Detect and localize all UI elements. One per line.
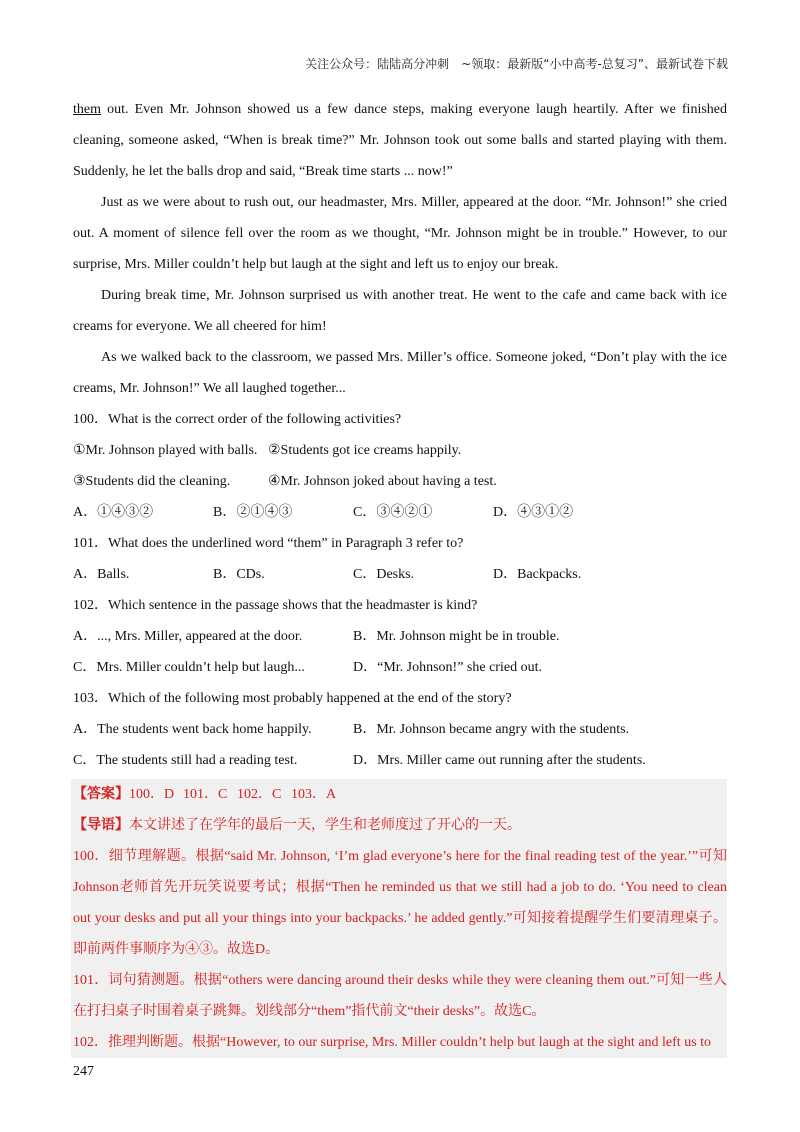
guide-text: 本文讲述了在学年的最后一天，学生和老师度过了开心的一天。 (129, 818, 521, 833)
option-c: C．Mrs. Miller couldn’t help but laugh... (73, 660, 305, 675)
document-body (73, 94, 727, 1058)
option-d: D．④③①② (493, 505, 574, 520)
answer-value: 101．C (183, 787, 228, 802)
answer-value: 100．D (129, 787, 175, 802)
guide-label: 【导语】 (73, 818, 129, 833)
activity-row (73, 435, 727, 466)
page-header: 关注公众号：陆陆高分冲刺 ~领取：最新版“小中高考-总复习”、最新试卷下载 (305, 57, 728, 71)
answer-section (71, 779, 727, 1058)
question-100 (73, 404, 727, 528)
explanation-102: 102．推理判断题。根据“However, to our surprise, Mrs. Miller couldn’t help but laugh at the sight and left us to (73, 1035, 712, 1050)
activity-item: ②Students got ice creams happily. (268, 443, 462, 458)
paragraph-4: As we walked back to the classroom, we passed Mrs. Miller’s office. Someone joked, “Don’t play with the ice creams, Mr. Johnson!” We all laughed together... (73, 350, 727, 396)
options-row (73, 652, 727, 683)
option-a: A．..., Mrs. Miller, appeared at the door. (73, 629, 303, 644)
options-row (73, 745, 727, 776)
question-103 (73, 683, 727, 776)
underlined-word-them: them (73, 102, 101, 117)
option-d: D．Mrs. Miller came out running after the students. (353, 753, 646, 768)
option-d: D．“Mr. Johnson!” she cried out. (353, 660, 542, 675)
answer-value: 102．C (237, 787, 282, 802)
answer-value: 103．A (291, 787, 337, 802)
options-row (73, 714, 727, 745)
option-a: A．Balls. (73, 567, 130, 582)
question-101 (73, 528, 727, 590)
explanation-100: 100．细节理解题。根据“said Mr. Johnson, ‘I’m glad everyone’s here for the final reading test of the year.’”可知Johnson老师首先开玩笑说要考试；根据“Then he reminded us that we still had a job to do. ‘You need to clean out your desks and put all your things into your backpacks.’ he added gently.”可知接着提醒学生们要清理桌子。即前两件事顺序为④③。故选D。 (73, 849, 727, 957)
paragraph-3: During break time, Mr. Johnson surprised us with another treat. He went to the cafe and came back with ice creams for everyone. We all cheered for him! (73, 288, 727, 334)
guide-line (73, 810, 727, 841)
option-b: B．Mr. Johnson became angry with the students. (353, 722, 630, 737)
explanation-101: 101．词句猜测题。根据“others were dancing around their desks while they were cleaning them out.”可知一些人在打扫桌子时围着桌子跳舞。划线部分“them”指代前文“their desks”。故选C。 (73, 973, 727, 1019)
option-c: C．Desks. (353, 567, 415, 582)
options-row (73, 559, 727, 590)
option-b: B．CDs. (213, 567, 265, 582)
paragraph-1-text: out. Even Mr. Johnson showed us a few dance steps, making everyone laugh heartily. After we finished cleaning, someone asked, “When is break time?” Mr. Johnson took out some balls and started playing with them. Suddenly, he let the balls drop and said, “Break time starts ... now!” (73, 102, 727, 179)
option-d: D．Backpacks. (493, 567, 582, 582)
page-number: 247 (73, 1064, 94, 1079)
option-a: A．①④③② (73, 505, 154, 520)
answer-label: 【答案】 (73, 787, 129, 802)
option-c: C．③④②① (353, 505, 433, 520)
question-stem: 101．What does the underlined word “them” in Paragraph 3 refer to? (73, 536, 464, 551)
options-row (73, 621, 727, 652)
activity-item: ④Mr. Johnson joked about having a test. (268, 474, 497, 489)
activity-item: ①Mr. Johnson played with balls. (73, 443, 258, 458)
question-stem: 102．Which sentence in the passage shows that the headmaster is kind? (73, 598, 478, 613)
activity-row (73, 466, 727, 497)
option-b: B．Mr. Johnson might be in trouble. (353, 629, 560, 644)
option-c: C．The students still had a reading test. (73, 753, 298, 768)
paragraph-1 (73, 94, 727, 187)
activity-item: ③Students did the cleaning. (73, 474, 231, 489)
question-102 (73, 590, 727, 683)
option-b: B．②①④③ (213, 505, 293, 520)
option-a: A．The students went back home happily. (73, 722, 312, 737)
options-row (73, 497, 727, 528)
paragraph-2: Just as we were about to rush out, our headmaster, Mrs. Miller, appeared at the door. “Mr. Johnson!” she cried out. A moment of silence fell over the room as we thought, “Mr. Johnson might be in trouble.” However, to our surprise, Mrs. Miller couldn’t help but laugh at the sight and left us to enjoy our break. (73, 195, 727, 272)
answer-key (73, 779, 727, 810)
question-stem: 103．Which of the following most probably happened at the end of the story? (73, 691, 512, 706)
question-stem: 100．What is the correct order of the following activities? (73, 412, 402, 427)
